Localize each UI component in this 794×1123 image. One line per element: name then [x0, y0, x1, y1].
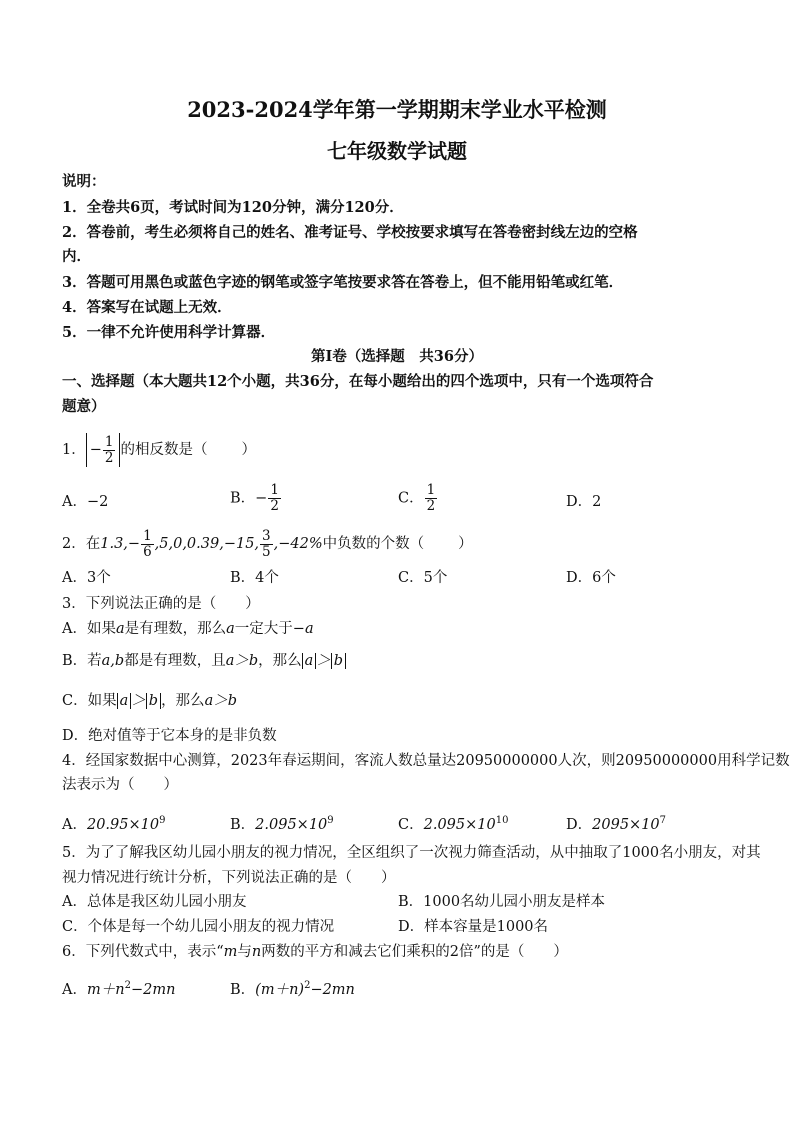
q2-option-d: D．6个 — [566, 570, 616, 586]
q1-c-label: C． — [398, 490, 424, 507]
q3-c-then: ，那么 — [161, 693, 205, 709]
question-1 — [62, 433, 256, 467]
q1-stem: 的相反数是（ — [120, 442, 208, 458]
q3-b-label: B．若 — [62, 653, 102, 669]
q3-stem: 3．下列说法正确的是（ ） — [62, 596, 260, 612]
q1-minus: − — [89, 442, 102, 458]
q4-d-label: D． — [566, 816, 593, 833]
q2-pre: 2．在 — [62, 536, 101, 552]
exam-subtitle: 七年级数学试题 — [327, 139, 467, 163]
q3-a-neg: −a — [292, 621, 314, 637]
q6-stem-pre: 6．下列代数式中，表示“ — [62, 944, 224, 960]
q6-a-exp: 2 — [124, 980, 131, 991]
q5-stem: 5．为了了解我区幼儿园小朋友的视力情况，全区组织了一次视力筛查活动，从中抽取了1000名小朋友，对其 — [62, 845, 761, 861]
q1-c-num: 1 — [426, 482, 436, 498]
part1-heading: 一、选择题（本大题共12个小题，共36分，在每小题给出的四个选项中，只有一个选项符合 — [62, 373, 654, 390]
q1-b-num: 1 — [270, 482, 279, 498]
instruction-2-cont: 内． — [62, 248, 91, 265]
q6-b-expr2: −2mn — [310, 981, 355, 998]
q1-fraction — [103, 435, 116, 466]
q3-option-b — [62, 651, 346, 671]
q4-stem-cont: 法表示为（ ） — [62, 777, 178, 793]
q3-b-abs-a: a — [302, 653, 317, 669]
q3-a-mid: 是有理数，那么 — [124, 621, 227, 637]
exam-title: 2023-2024学年第一学期期末学业水平检测 — [187, 97, 607, 122]
q4-a-base: 20.95×10 — [86, 816, 160, 833]
q1-b-label: B． — [230, 490, 256, 507]
q2-fraction-2 — [260, 529, 273, 560]
q1-option-b — [230, 483, 282, 514]
q2-list-1: 1.3,− — [100, 536, 141, 552]
q2-f2-den: 5 — [262, 543, 271, 560]
instruction-4: 4．答案写在试题上无效． — [62, 299, 232, 316]
q3-c-label: C．如果 — [62, 693, 117, 709]
q1-frac-num: 1 — [104, 433, 114, 450]
q2-option-c: C．5个 — [398, 570, 448, 586]
instruction-3: 3．答题可用黑色或蓝色字迹的钢笔或签字笔按要求答在答卷上，但不能用铅笔或红笔． — [62, 274, 624, 291]
q3-b-mid: 都是有理数，且 — [124, 653, 226, 669]
q1-b-fraction — [268, 483, 281, 514]
q6-b-expr1: (m＋n) — [255, 981, 305, 998]
q2-option-a: A．3个 — [62, 570, 111, 586]
q3-option-a — [62, 619, 314, 639]
q4-d-exp: 7 — [659, 815, 667, 826]
q5-option-c: C．个体是每一个幼儿园小朋友的视力情况 — [62, 919, 335, 935]
q6-stem-mid: 与 — [237, 944, 252, 960]
q3-c-abs-b: b — [146, 693, 161, 709]
q1-c-den: 2 — [426, 498, 436, 514]
q6-stem — [62, 942, 568, 962]
q2-f1-den: 6 — [143, 543, 152, 560]
q2-list-2: ,5,0,0.39,−15, — [154, 536, 260, 552]
q3-a-var: a — [115, 621, 125, 637]
q4-option-b — [230, 810, 334, 836]
q6-var-m: m — [223, 944, 238, 960]
q5-option-d: D．样本容量是1000名 — [398, 919, 549, 935]
q4-d-base: 2095×10 — [592, 816, 660, 833]
q3-b-cond: a＞b — [225, 653, 259, 669]
instruction-1: 1．全卷共6页，考试时间为120分钟，满分120分． — [62, 199, 404, 216]
q4-b-exp: 9 — [327, 815, 334, 826]
q6-var-n: n — [251, 944, 262, 960]
instruction-2: 2．答卷前，考生必须将自己的姓名、准考证号、学校按要求填写在答卷密封线左边的空格 — [62, 224, 638, 241]
q4-option-a — [62, 810, 165, 836]
q2-option-b: B．4个 — [230, 570, 279, 586]
q6-option-b — [230, 975, 355, 1001]
q3-c-abs-a: a — [117, 693, 132, 709]
q5-option-b: B．1000名幼儿园小朋友是样本 — [398, 894, 606, 910]
q1-option-d: D．2 — [566, 494, 602, 510]
instructions-label: 说明： — [62, 173, 106, 190]
q3-b-vars: a,b — [101, 653, 125, 669]
q4-a-exp: 9 — [159, 815, 166, 826]
q2-post: 中负数的个数（ — [322, 536, 425, 552]
q6-a-label: A． — [62, 981, 87, 998]
q3-option-d: D．绝对值等于它本身的是非负数 — [62, 728, 277, 744]
q3-a-end: 一定大于 — [234, 621, 293, 637]
q1-abs-expr — [86, 433, 121, 467]
question-2 — [62, 527, 473, 561]
q2-f1-num: 1 — [143, 527, 152, 544]
q1-b-den: 2 — [270, 498, 279, 514]
q6-option-a — [62, 975, 175, 1001]
q3-c-gt: ＞ — [131, 693, 146, 709]
q3-b-gt: ＞ — [316, 653, 331, 669]
q4-option-d — [566, 810, 666, 836]
q2-f2-num: 3 — [262, 527, 271, 544]
q2-fraction-1 — [141, 529, 154, 560]
q1-b-sign: − — [255, 490, 268, 507]
q6-a-expr1: m＋n — [86, 981, 125, 998]
q6-b-label: B． — [230, 981, 256, 998]
q3-b-abs-b: b — [331, 653, 346, 669]
q3-c-cond: a＞b — [204, 693, 237, 709]
q5-option-a: A．总体是我区幼儿园小朋友 — [62, 894, 247, 910]
instruction-5: 5．一律不允许使用科学计算器． — [62, 324, 276, 341]
q1-close: ） — [241, 442, 256, 458]
q4-a-label: A． — [62, 816, 87, 833]
q3-b-then: ，那么 — [258, 653, 302, 669]
q3-a-var2: a — [226, 621, 235, 637]
q4-stem: 4．经国家数据中心测算，2023年春运期间，客流人数总量达20950000000人次，则20950000000用科学记数 — [62, 753, 790, 769]
q2-list-3: ,−42% — [273, 536, 323, 552]
section-heading: 第Ⅰ卷（选择题 共36分） — [311, 348, 483, 365]
q5-stem-cont: 视力情况进行统计分析，下列说法正确的是（ ） — [62, 870, 396, 886]
q1-option-c — [398, 483, 438, 514]
q1-number: 1． — [62, 442, 86, 458]
q4-c-exp: 10 — [495, 815, 509, 826]
q4-b-label: B． — [230, 816, 256, 833]
q6-stem-post: 两数的平方和减去它们乘积的2倍”的是（ ） — [261, 944, 568, 960]
part1-heading-cont: 题意） — [62, 398, 106, 415]
q1-c-fraction — [425, 483, 438, 514]
q4-b-base: 2.095×10 — [255, 816, 328, 833]
q3-option-c — [62, 691, 237, 711]
q4-c-label: C． — [398, 816, 424, 833]
q2-close: ） — [458, 536, 473, 552]
q4-c-base: 2.095×10 — [423, 816, 496, 833]
q4-option-c — [398, 810, 508, 836]
q1-frac-den: 2 — [104, 449, 114, 466]
q3-a-label: A．如果 — [62, 621, 116, 637]
q1-option-a: A．−2 — [62, 494, 109, 510]
q6-b-exp: 2 — [304, 980, 311, 991]
q6-a-expr2: −2mn — [130, 981, 176, 998]
